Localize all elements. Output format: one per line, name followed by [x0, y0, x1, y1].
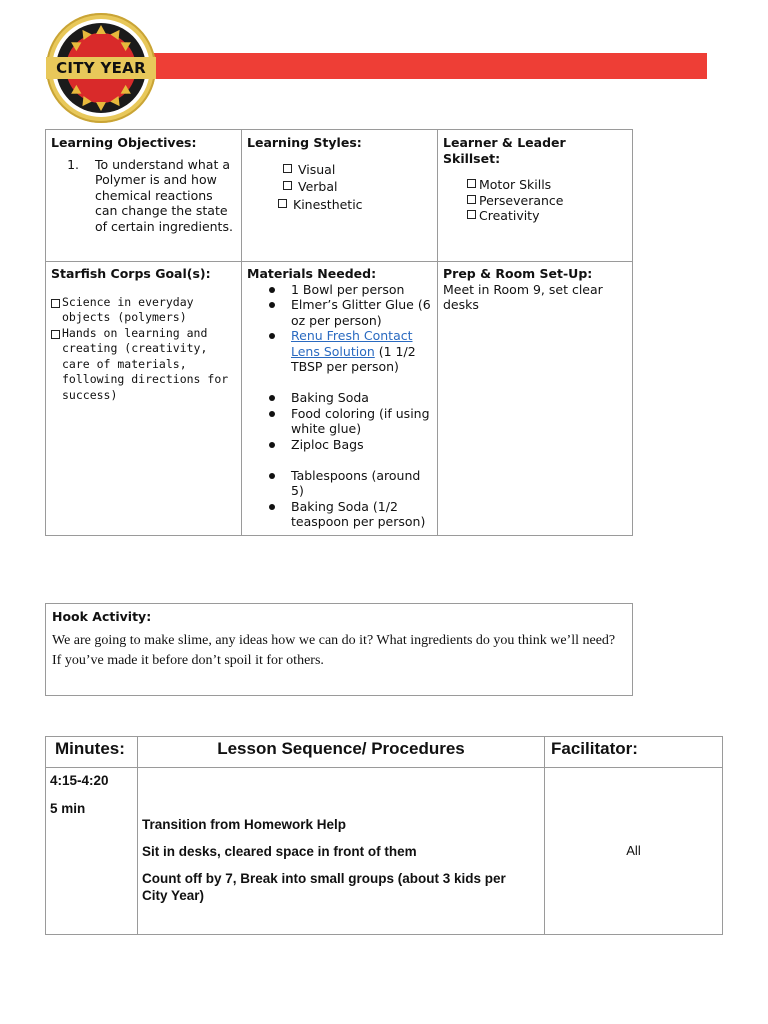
materials-cell [241, 261, 438, 536]
material-item: Tablespoons (around 5) [291, 468, 432, 499]
bullet-icon [269, 473, 275, 479]
material-item: Renu Fresh Contact Lens Solution (1 1/2 TBSP per person) [291, 328, 432, 375]
materials-header: Materials Needed: [247, 266, 377, 281]
time-range: 4:15-4:20 [50, 773, 109, 788]
bullet-icon [269, 302, 275, 308]
skill-motor: Motor Skills [479, 177, 552, 192]
skillset-cell [437, 129, 633, 262]
checkbox-icon [51, 299, 60, 308]
minutes-cell [45, 767, 138, 935]
style-verbal: Verbal [298, 179, 338, 194]
skill-creativity: Creativity [479, 208, 540, 223]
bullet-icon [269, 333, 275, 339]
objective-item: 1. To understand what a Polymer is and how chemical reactions can change the state of certain ingredients. [83, 157, 236, 235]
checkbox-icon [467, 210, 476, 219]
minutes-header: Minutes: [45, 736, 138, 768]
skillset-header: Learner & Leader Skillset: [443, 135, 566, 166]
style-visual: Visual [298, 161, 336, 177]
checkbox-icon [278, 199, 287, 208]
duration: 5 min [50, 801, 86, 816]
facilitator-cell [544, 767, 723, 935]
sequence-header: Lesson Sequence/ Procedures [137, 736, 545, 768]
facilitator-value: All [626, 843, 641, 858]
checkbox-icon [283, 164, 292, 173]
learning-styles-cell [241, 129, 438, 262]
logo-text: CITY YEAR [56, 59, 146, 77]
checkbox-icon [467, 195, 476, 204]
hook-activity-box [45, 603, 633, 696]
hook-header: Hook Activity: [52, 609, 152, 624]
sequence-cell [137, 767, 545, 935]
learning-objectives-header: Learning Objectives: [51, 135, 197, 150]
goal-item: Hands on learning and creating (creativity, care of materials, following directions for success) [62, 325, 229, 402]
material-item: Food coloring (if using white glue) [291, 406, 432, 437]
city-year-logo [46, 13, 156, 123]
header-red-bar [150, 53, 707, 79]
step-item: Transition from Homework Help [142, 817, 347, 832]
step-item: Count off by 7, Break into small groups (about 3 kids per City Year) [142, 871, 506, 903]
renu-solution-link[interactable]: Renu Fresh Contact Lens Solution [291, 328, 413, 359]
checkbox-icon [51, 330, 60, 339]
style-kinesthetic: Kinesthetic [293, 196, 363, 212]
material-item: 1 Bowl per person [291, 282, 432, 298]
checkbox-icon [467, 179, 476, 188]
facilitator-header: Facilitator: [544, 736, 723, 768]
bullet-icon [269, 287, 275, 293]
goal-item: Science in everyday objects (polymers) [62, 294, 194, 324]
bullet-icon [269, 504, 275, 510]
corps-goals-cell [45, 261, 242, 536]
learning-objectives-cell [45, 129, 242, 262]
bullet-icon [269, 395, 275, 401]
prep-cell [437, 261, 633, 536]
learning-styles-header: Learning Styles: [247, 135, 362, 150]
material-item: Baking Soda [291, 390, 432, 406]
corps-goals-header: Starfish Corps Goal(s): [51, 266, 211, 281]
hook-text: We are going to make slime, any ideas how we can do it? What ingredients do you think we’ll need? If you’ve made it before don’t spoil it for others. [52, 632, 616, 668]
material-item: Ziploc Bags [291, 437, 432, 453]
material-item: Baking Soda (1/2 teaspoon per person) [291, 499, 432, 530]
prep-header: Prep & Room Set-Up: [443, 266, 593, 281]
skill-perseverance: Perseverance [479, 192, 564, 208]
bullet-icon [269, 442, 275, 448]
checkbox-icon [283, 181, 292, 190]
prep-text: Meet in Room 9, set clear desks [443, 281, 603, 312]
bullet-icon [269, 411, 275, 417]
material-item: Elmer’s Glitter Glue (6 oz per person) [291, 297, 432, 328]
step-item: Sit in desks, cleared space in front of them [142, 844, 417, 859]
